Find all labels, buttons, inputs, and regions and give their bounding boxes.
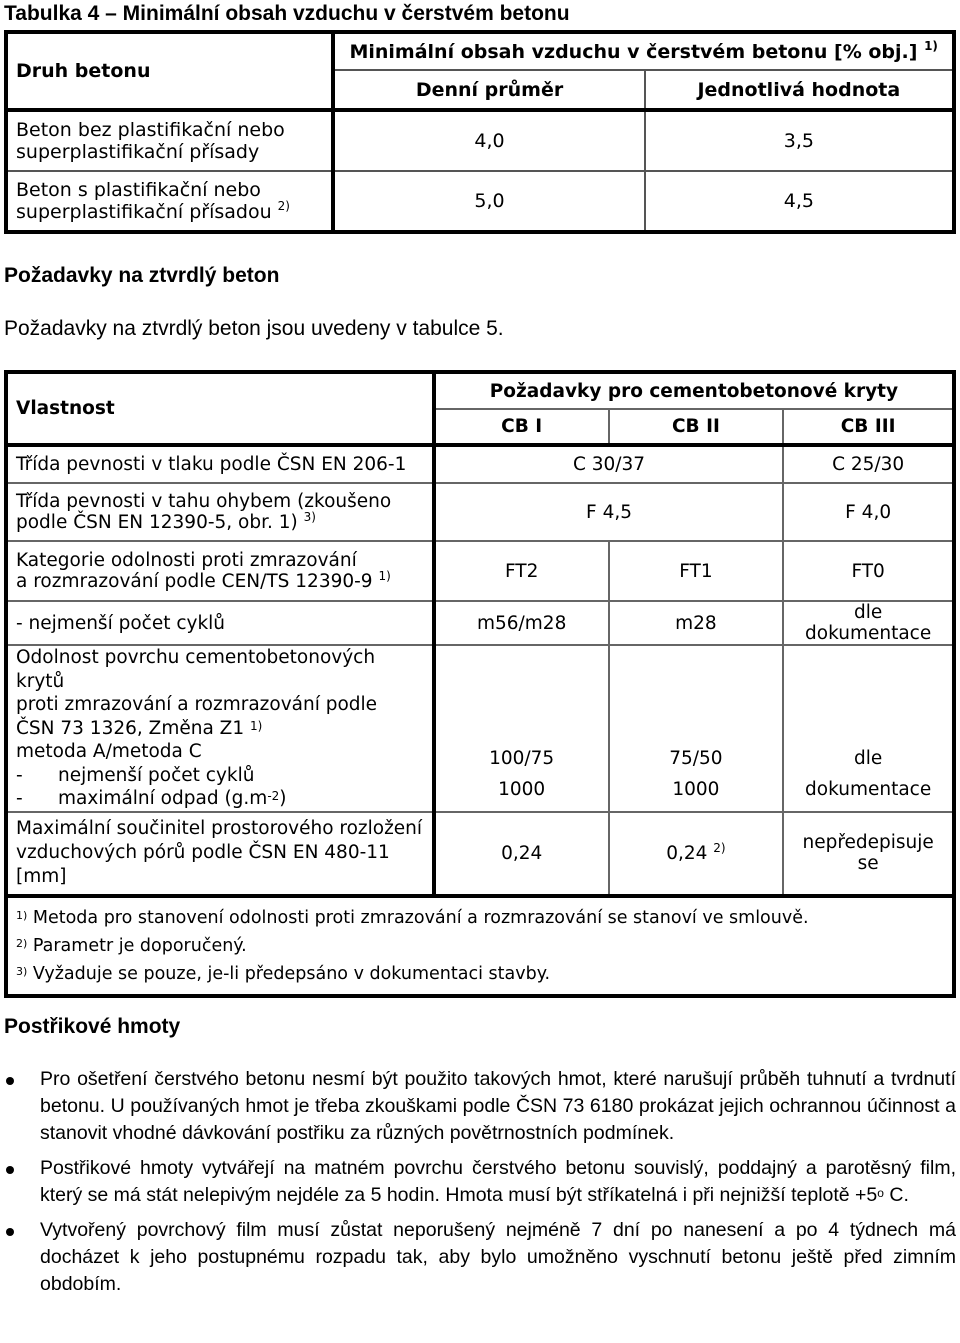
table-row — [6, 445, 954, 483]
table4 — [4, 30, 956, 234]
spray-heading: Postřikové hmoty — [4, 1015, 181, 1038]
table4-cell-daily: 5,0 — [333, 171, 644, 232]
table5-group-header: Požadavky pro cementobetonové kryty — [434, 372, 954, 409]
table5-row-label: Třída pevnosti v tahu ohybem (zkoušeno podle ČSN EN 12390-5, obr. 1) $^{3)}$ — [6, 483, 434, 541]
table5-notes — [6, 896, 954, 996]
table5-cell: 75/50 1000 — [609, 645, 784, 812]
table-row — [6, 541, 954, 601]
table-row — [6, 110, 954, 171]
table5-cell: FT0 — [783, 541, 954, 601]
list-item: Pro ošetření čerstvého betonu nesmí být použito takových hmot, které narušují průběh tuhnutí a tvrdnutí betonu. U používaných hmot je třeba zkouškami podle ČSN 73 6180 prokázat jejich ochrannou účinnost a stanovit vhodné dávkování postřiku za různých povětrnostních podmínek. — [4, 1066, 956, 1147]
table5-cell: dle dokumentace — [783, 601, 954, 645]
table5-cell: F 4,5 — [434, 483, 783, 541]
table4-cell-daily: 4,0 — [333, 110, 644, 171]
table4-title: Tabulka 4 – Minimální obsah vzduchu v čerstvém betonu — [4, 2, 570, 25]
table5-cell: m28 — [609, 601, 784, 645]
hardened-concrete-text: Požadavky na ztvrdlý beton jsou uvedeny v tabulce 5. — [4, 317, 504, 340]
table5-col1-header: Vlastnost — [6, 372, 434, 445]
table5-cell: C 30/37 — [434, 445, 783, 483]
table4-sub-header-single: Jednotlivá hodnota — [645, 70, 954, 110]
table4-group-header: Minimální obsah vzduchu v čerstvém betonu [% obj.] $^{1)}$ — [333, 32, 954, 70]
bullet-icon — [6, 1228, 14, 1236]
table5-note: $^{3)}$ Vyžaduje se pouze, je-li předepsáno v dokumentaci stavby. — [16, 963, 551, 984]
table5-row-label: - nejmenší počet cyklů — [6, 601, 434, 645]
hardened-concrete-heading: Požadavky na ztvrdlý beton — [4, 264, 280, 287]
table5-cell: FT2 — [434, 541, 609, 601]
table5-row-label: Maximální součinitel prostorového rozložení vzduchových pórů podle ČSN EN 480-11 [mm] — [6, 812, 434, 896]
table5-class-cb2: CB II — [609, 409, 784, 445]
table5-note: $^{1)}$ Metoda pro stanovení odolnosti proti zmrazování a rozmrazování se stanoví ve smlouvě. — [16, 907, 809, 928]
table-row — [6, 171, 954, 232]
table5-row-label: Třída pevnosti v tlaku podle ČSN EN 206-1 — [6, 445, 434, 483]
table4-row-label: Beton s plastifikační nebo superplastifikační přísadou $^{2)}$ — [6, 171, 333, 232]
table5-cell: dle dokumentace — [783, 645, 954, 812]
table4-row-label: Beton bez plastifikační nebo superplastifikační přísady — [6, 110, 333, 171]
table5-cell: 100/75 1000 — [434, 645, 609, 812]
table5-cell: m56/m28 — [434, 601, 609, 645]
bullet-icon — [6, 1166, 14, 1174]
table4-cell-single: 3,5 — [645, 110, 954, 171]
list-item: Postřikové hmoty vytvářejí na matném povrchu čerstvého betonu souvislý, poddajný a parotěsný film, který se má stát nelepivým nejdéle za 5 hodin. Hmota musí být stříkatelná i při nejnižší teplotě $+5^o$ C. — [4, 1155, 956, 1209]
table5-cell: 0,24 $^{2)}$ — [609, 812, 784, 896]
table5-row-label: Kategorie odolnosti proti zmrazování a rozmrazování podle CEN/TS 12390-9 $^{1)}$ — [6, 541, 434, 601]
table5-cell: FT1 — [609, 541, 784, 601]
table4-cell-single: 4,5 — [645, 171, 954, 232]
bullet-icon — [6, 1077, 14, 1085]
table5 — [4, 370, 956, 998]
table5-row-label: Odolnost povrchu cementobetonových krytů proti zmrazování a rozmrazování podle ČSN 73 1326, Změna Z1 $^{1)}$ metoda A/metoda C - nejmenší počet cyklů - maximální odpad $(g.m^{-2})$ — [6, 645, 434, 812]
table5-class-cb1: CB I — [434, 409, 609, 445]
table-row — [6, 812, 954, 896]
table-row — [6, 645, 954, 812]
table-row — [6, 483, 954, 541]
table4-col1-header: Druh betonu — [6, 32, 333, 110]
table5-cell: F 4,0 — [783, 483, 954, 541]
table-row — [6, 601, 954, 645]
list-item: Vytvořený povrchový film musí zůstat neporušený nejméně 7 dní po nanesení a po 4 týdnech má docházet k jeho postupnému rozpadu tak, aby bylo umožněno vyschnutí betonu ještě před zimním obdobím. — [4, 1217, 956, 1298]
table5-note: $^{2)}$ Parametr je doporučený. — [16, 935, 247, 956]
table5-cell: 0,24 — [434, 812, 609, 896]
spray-bullet-list — [4, 1066, 956, 1306]
table5-class-cb3: CB III — [783, 409, 954, 445]
table4-sub-header-daily: Denní průměr — [333, 70, 644, 110]
table5-cell: nepředepisuje se — [783, 812, 954, 896]
table5-cell: C 25/30 — [783, 445, 954, 483]
